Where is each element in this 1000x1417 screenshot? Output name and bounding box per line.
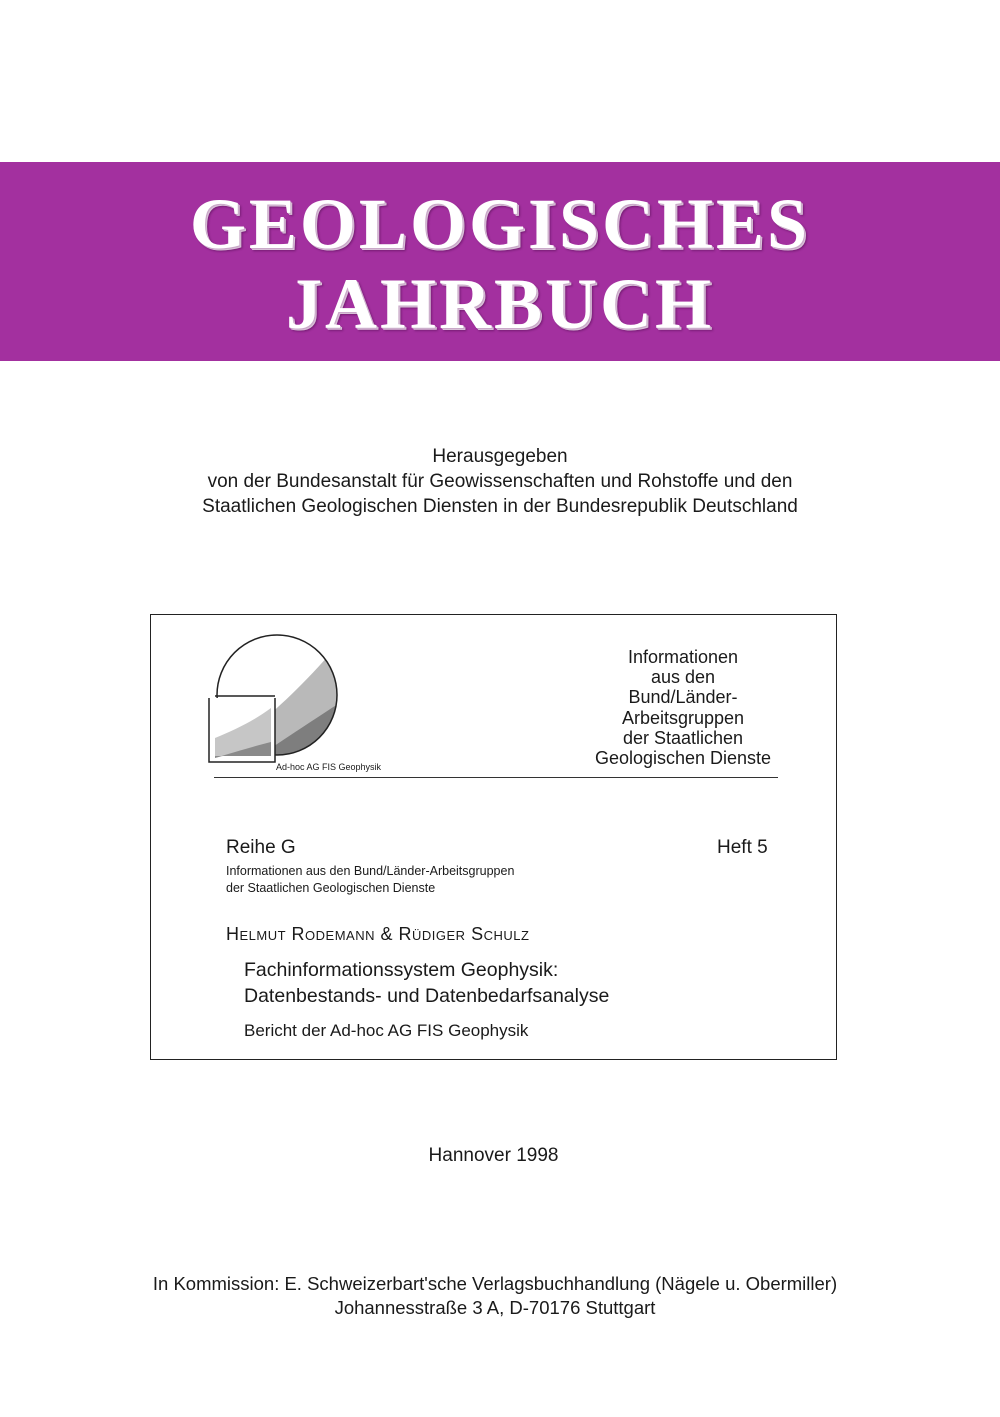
report-title-line-2: Datenbestands- und Datenbedarfsanalyse — [244, 985, 610, 1007]
series-description-line-1: Informationen aus den Bund/Länder-Arbeitsgruppen — [226, 864, 515, 878]
series-label: Reihe G — [226, 837, 296, 858]
info-text-block — [578, 647, 788, 768]
info-line: Informationen — [627, 647, 739, 667]
series-description — [226, 863, 514, 897]
authors: Helmut Rodemann & Rüdiger Schulz — [226, 924, 530, 944]
editors-line-1: von der Bundesanstalt für Geowissenschaften und Rohstoffe und den — [207, 471, 793, 492]
box-divider-line — [214, 777, 778, 778]
editors-heading: Herausgegeben — [432, 446, 568, 467]
info-line: Arbeitsgruppen — [621, 707, 745, 728]
report-title — [244, 957, 609, 1009]
journal-title-line-1: GEOLOGISCHES — [189, 184, 811, 264]
issue-label: Heft 5 — [717, 837, 768, 858]
info-line: der Staatlichen — [622, 727, 744, 748]
info-line: Geologischen Dienste — [594, 748, 772, 769]
commission-line-1: In Kommission: E. Schweizerbart'sche Verlagsbuchhandlung (Nägele u. Obermiller) — [152, 1273, 838, 1294]
report-title-line-1: Fachinformationssystem Geophysik: — [244, 959, 559, 981]
place-and-year: Hannover 1998 — [428, 1145, 559, 1166]
info-line: aus den — [650, 667, 716, 688]
logo-caption: Ad-hoc AG FIS Geophysik — [276, 762, 382, 772]
commission-line-2: Johannesstraße 3 A, D-70176 Stuttgart — [334, 1297, 656, 1318]
info-line: Bund/Länder- — [628, 687, 738, 708]
journal-title-line-2: JAHRBUCH — [285, 264, 714, 344]
series-description-line-2: der Staatlichen Geologischen Dienste — [226, 881, 436, 895]
report-subtitle: Bericht der Ad-hoc AG FIS Geophysik — [244, 1021, 529, 1040]
editors-line-2: Staatlichen Geologischen Diensten in der Bundesrepublik Deutschland — [202, 496, 798, 517]
